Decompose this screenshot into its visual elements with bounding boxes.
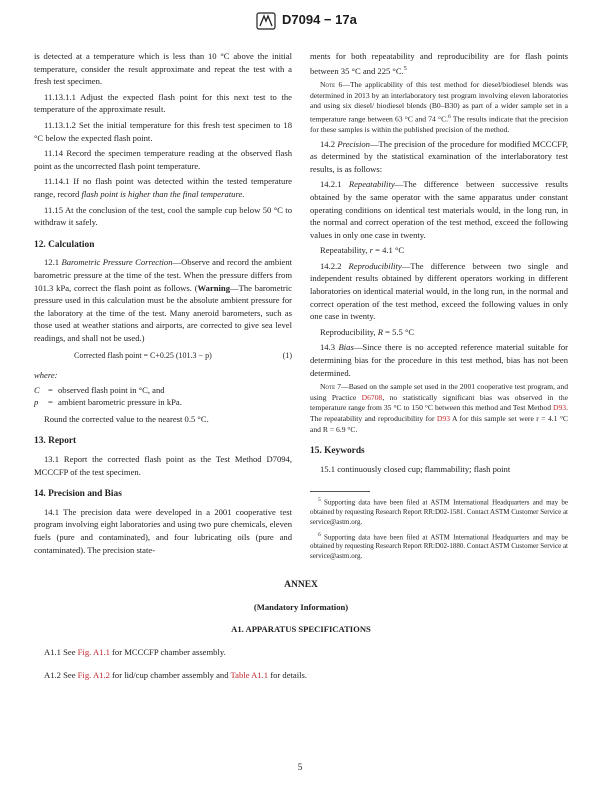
reproducibility-value: Reproducibility, R = 5.5 °C bbox=[320, 326, 415, 337]
footnote-divider bbox=[310, 491, 370, 492]
section-heading: 13. Report bbox=[34, 436, 77, 447]
annex-subtitle: (Mandatory Information) bbox=[253, 602, 349, 612]
footnote: $^5$ Supporting data have been filed at ASTM International Headquarters and may be obtained by requesting Research Report RR:D02-1581. Contact ASTM Customer Service at service@astm.org. bbox=[310, 497, 568, 526]
reference-link-d93[interactable]: D93 bbox=[436, 414, 450, 424]
right-column bbox=[310, 50, 568, 565]
annex-heading: A1. APPARATUS SPECIFICATIONS bbox=[231, 624, 371, 634]
note-7: Note 7—Based on the sample set used in the 2001 cooperative test program, and using Practice D6708, no statistically significant bias was observed in the temperature range from 35 °C to 150 °C between this method and Test Method D93. The repeatability and reproducibility for D93 A for this sample set were r = 4.1 °C and R = 6.9 °C. bbox=[310, 382, 568, 434]
figure-link-a1-2[interactable]: Fig. A1.2 bbox=[77, 669, 110, 680]
repeatability-value: Repeatability, r = 4.1 °C bbox=[320, 245, 405, 256]
annex-section bbox=[34, 580, 568, 691]
paragraph: A1.2 See Fig. A1.2 for lid/cup chamber assembly and Table A1.1 for details. bbox=[44, 669, 308, 680]
where-label: where: bbox=[34, 370, 58, 381]
document-designation: D7094 − 17a bbox=[282, 12, 357, 27]
paragraph: 11.14.1 If no flash point was detected within the tested temperature range, record flash point is higher than the final temperature. bbox=[34, 176, 292, 199]
table-link-a1-1[interactable]: Table A1.1 bbox=[230, 669, 269, 680]
equation-text: Corrected flash point = C+0.25 (101.3 − p) bbox=[74, 351, 212, 361]
paragraph: ments for both repeatability and reproducibility are for flash points between 35 °C and 225 °C.$^5$ bbox=[310, 51, 568, 76]
paragraph: 15.1 continuously closed cup; flammability; flash point bbox=[320, 463, 511, 474]
paragraph: 11.13.1.2 Set the initial temperature for this fresh test specimen to 18 °C below the expected flash point. bbox=[34, 119, 292, 143]
section-heading: 12. Calculation bbox=[34, 239, 95, 250]
paragraph: 11.14 Record the specimen temperature reading at the observed flash point as the uncorrected flash point temperature. bbox=[34, 148, 292, 171]
paragraph: 12.1 Barometric Pressure Correction—Observe and record the ambient barometric pressure at the time of the test. When the pressure differs from 101.3 kPa, correct the flash point as follows. (Warning—The barometric pressure used in this calculation must be the absolute ambient pressure for the laboratory at the time of the test. Many aneroid barometers, such as those used at weather stations and airports, are corrected to give sea level readings, and shall not be used.) bbox=[34, 257, 293, 343]
paragraph: is detected at a temperature which is less than 10 °C above the initial temperature, consider the result approximate and repeat the test with a fresh test specimen. bbox=[34, 51, 292, 87]
paragraph: 14.3 Bias—Since there is no accepted reference material suitable for determining bias for the procedure in this test method, bias has not been determined. bbox=[310, 342, 568, 378]
paragraph: 14.2.1 Repeatability—The difference between successive results obtained by the same operator with the same apparatus under constant operating conditions on identical test materials would, in the long run, in the normal and correct operation of the test method, exceed the following values in only one case in twenty. bbox=[310, 179, 568, 240]
page-header bbox=[0, 11, 600, 33]
footnote: $^6$ Supporting data have been filed at ASTM International Headquarters and may be obtained by requesting Research Report RR:D02-1880. Contact ASTM Customer Service at service@astm.org. bbox=[310, 531, 568, 561]
note-6: Note 6—The applicability of this test method for diesel/biodiesel blends was determined in 2013 by an interlaboratory test program involving eleven laboratories and using six diesel/ biodiesel blends (B0–B30) as part of a wider sample set in a temperature range between 63 °C and 74 °C.$^6$ The results indicate that the precision for these samples is within the published precision of the method. bbox=[310, 80, 569, 134]
paragraph: 11.15 At the conclusion of the test, cool the sample cup below 50 °C to withdraw it safely. bbox=[34, 204, 292, 228]
section-heading: 14. Precision and Bias bbox=[34, 489, 122, 500]
reference-link-d6708[interactable]: D6708 bbox=[361, 392, 383, 402]
definition-row: C = observed flash point in °C, and bbox=[34, 384, 165, 395]
annex-title: ANNEX bbox=[284, 580, 318, 590]
left-column bbox=[34, 50, 292, 559]
paragraph: 14.2 Precision—The precision of the procedure for modified MCCCFP, as determined by the statistical examination of the interlaboratory test results, is as follows: bbox=[310, 138, 568, 174]
astm-logo-icon bbox=[256, 12, 276, 30]
reference-link-d93[interactable]: D93 bbox=[553, 403, 567, 413]
equation-number: (1) bbox=[282, 351, 292, 361]
page-number: 5 bbox=[297, 762, 303, 772]
paragraph: 14.1 The precision data were developed in a 2001 cooperative test program involving eight laboratories and using two pure chemicals, eleven fuels (pure and contaminated), and four lubricating oils (pure and contaminated). The precision state- bbox=[34, 506, 292, 555]
equation bbox=[74, 350, 292, 363]
definition-row: p = ambient barometric pressure in kPa. bbox=[34, 397, 182, 408]
paragraph: 13.1 Report the corrected flash point as the Test Method D7094, MCCCFP of the test specimen. bbox=[34, 454, 292, 477]
section-heading: 15. Keywords bbox=[310, 446, 365, 457]
paragraph: 14.2.2 Reproducibility—The difference between two single and independent results obtained by different operators working in different laboratories on identical material would, in the long run, in the normal and correct operation of the test method, exceed the following values in only one case in twenty. bbox=[310, 260, 568, 322]
variable-definitions bbox=[34, 384, 292, 409]
figure-link-a1-1[interactable]: Fig. A1.1 bbox=[77, 647, 110, 657]
paragraph: Round the corrected value to the nearest 0.5 °C. bbox=[44, 413, 209, 424]
paragraph: 11.13.1.1 Adjust the expected flash point for this next test to the temperature of the approximate result. bbox=[34, 91, 292, 115]
paragraph: A1.1 See Fig. A1.1 for MCCCFP chamber assembly. bbox=[44, 647, 226, 657]
